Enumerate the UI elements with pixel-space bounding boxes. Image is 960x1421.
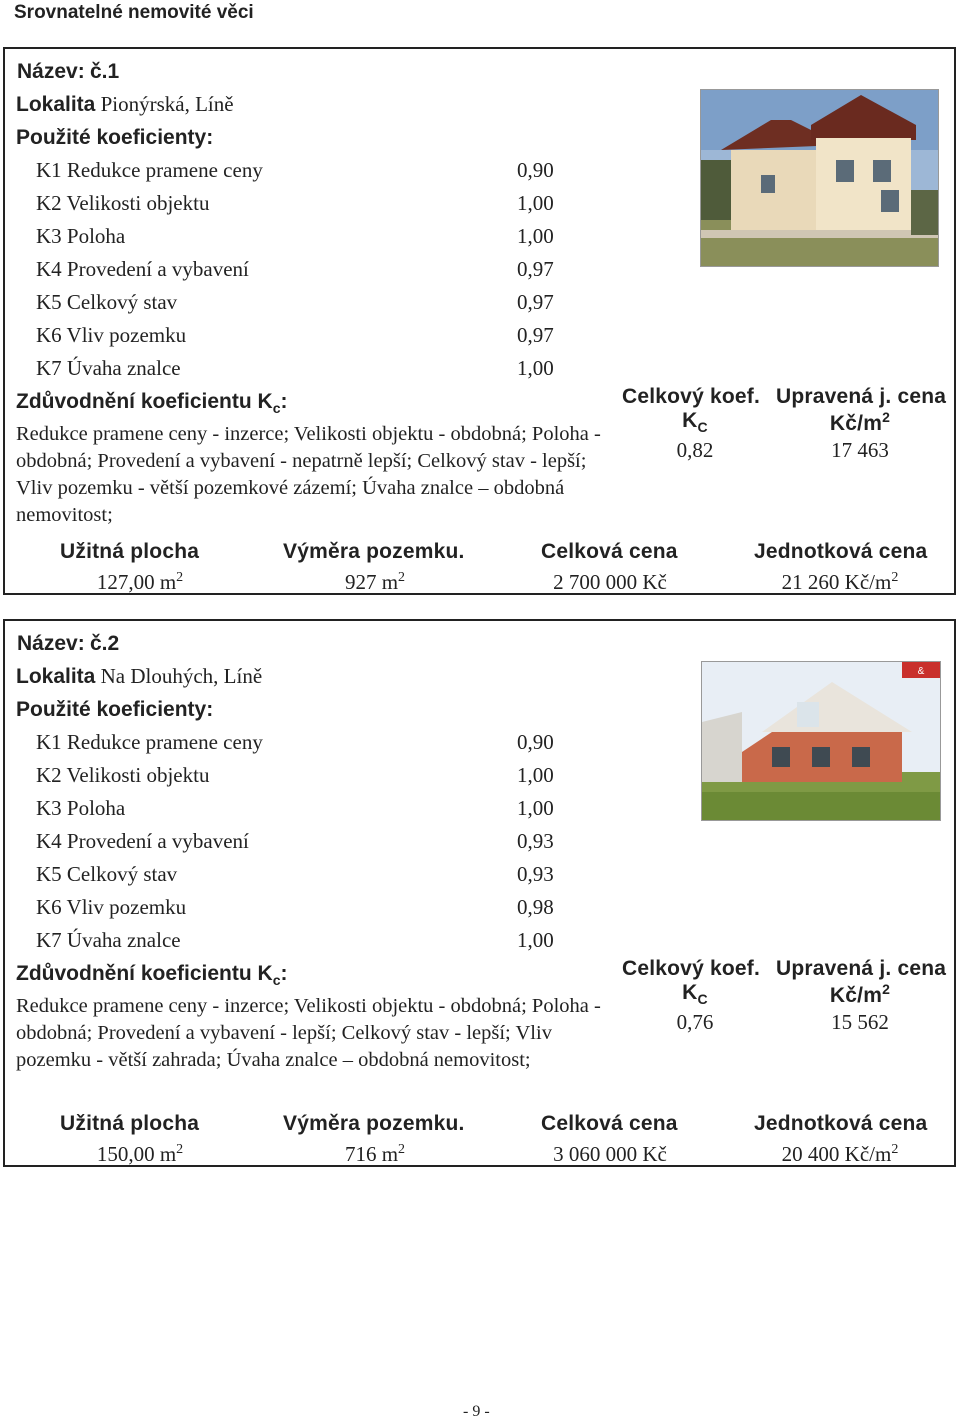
coef-value: 0,97 bbox=[517, 290, 554, 314]
locality-value: Na Dlouhých, Líně bbox=[100, 664, 263, 688]
kc-letter: K bbox=[682, 409, 698, 432]
kc-m2-header bbox=[795, 981, 925, 1008]
sup-2: 2 bbox=[882, 981, 891, 997]
coef-value: 0,97 bbox=[517, 257, 554, 281]
comparable-card-2 bbox=[3, 619, 956, 1167]
kc-sub: C bbox=[697, 991, 708, 1008]
usable-area-header: Užitná plocha bbox=[60, 1112, 200, 1135]
justification-heading-text: Zdůvodnění koeficientu K bbox=[16, 962, 273, 985]
coef-value: 0,93 bbox=[517, 829, 554, 853]
name-label: Název: bbox=[17, 60, 85, 83]
unit-price-value bbox=[740, 1142, 940, 1167]
total-coef-header: Celkový koef. bbox=[622, 385, 760, 408]
usable-area-value bbox=[65, 570, 215, 595]
page-title: Srovnatelné nemovité věci bbox=[14, 2, 254, 23]
justification-heading-sub: c bbox=[272, 400, 281, 417]
coef-value: 0,90 bbox=[517, 730, 554, 754]
coef-value: 1,00 bbox=[517, 763, 554, 787]
sup-2: 2 bbox=[176, 1142, 184, 1157]
plot-area-value bbox=[315, 570, 435, 595]
sup-2: 2 bbox=[398, 1142, 406, 1157]
justification-heading-colon: : bbox=[280, 962, 288, 985]
usable-area-header: Užitná plocha bbox=[60, 540, 200, 563]
adjusted-price-value: 15 562 bbox=[831, 1010, 889, 1034]
page-number: - 9 - bbox=[463, 1403, 490, 1420]
coef-label: K7 Úvaha znalce bbox=[36, 928, 181, 952]
comparable-card-1 bbox=[3, 47, 956, 595]
justification-text: Redukce pramene ceny - inzerce; Velikosti objektu - obdobná; Poloha - obdobná; Provedení a vybavení - lepší; Celkový stav - lepší; Vliv pozemku - větší zahrada; Úvaha znalce – obdobná nemovitost; bbox=[16, 995, 601, 1071]
total-coef-header: Celkový koef. bbox=[622, 957, 760, 980]
coef-value: 0,93 bbox=[517, 862, 554, 886]
adjusted-price-header: Upravená j. cena bbox=[776, 957, 947, 980]
justification-heading-sub: c bbox=[272, 972, 281, 989]
coef-label: K3 Poloha bbox=[36, 224, 126, 248]
locality-label: Lokalita bbox=[16, 665, 96, 688]
plot-area-text: 927 m bbox=[344, 570, 399, 594]
justification-text: Redukce pramene ceny - inzerce; Velikosti objektu - obdobná; Poloha - obdobná; Provedení a vybavení - nepatrně lepší; Celkový stav - lepší; Vliv pozemku - větší pozemkové zázemí; Úvaha znalce – obdobná nemovitost; bbox=[16, 423, 601, 526]
coef-value: 1,00 bbox=[517, 796, 554, 820]
plot-area-header: Výměra pozemku. bbox=[283, 1112, 465, 1135]
plot-area-value bbox=[315, 1142, 435, 1167]
total-coef-value: 0,82 bbox=[676, 438, 714, 462]
total-price-value: 3 060 000 Kč bbox=[553, 1142, 667, 1166]
sup-2: 2 bbox=[176, 570, 184, 585]
adjusted-price-header: Upravená j. cena bbox=[776, 385, 947, 408]
plot-area-header: Výměra pozemku. bbox=[283, 540, 465, 563]
total-price-header: Celková cena bbox=[541, 1112, 678, 1135]
coef-label: K1 Redukce pramene ceny bbox=[36, 730, 263, 754]
coef-label: K7 Úvaha znalce bbox=[36, 356, 181, 380]
sup-2: 2 bbox=[882, 409, 891, 425]
property-photo-2 bbox=[701, 661, 941, 821]
usable-area-text: 127,00 m bbox=[96, 570, 177, 594]
sup-2: 2 bbox=[891, 1142, 899, 1157]
justification-heading-text: Zdůvodnění koeficientu K bbox=[16, 390, 273, 413]
coefficients-heading: Použité koeficienty: bbox=[16, 698, 214, 721]
kc-m2-text: Kč/m bbox=[829, 412, 883, 435]
property-photo-1 bbox=[700, 89, 939, 267]
unit-price-text: 20 400 Kč/m bbox=[781, 1142, 892, 1166]
coef-label: K2 Velikosti objektu bbox=[36, 763, 210, 787]
coef-label: K3 Poloha bbox=[36, 796, 126, 820]
unit-price-value bbox=[740, 570, 940, 595]
justification-heading-colon: : bbox=[280, 390, 288, 413]
locality-label: Lokalita bbox=[16, 93, 96, 116]
total-price-header: Celková cena bbox=[541, 540, 678, 563]
coef-label: K2 Velikosti objektu bbox=[36, 191, 210, 215]
svg-text:&: & bbox=[917, 666, 925, 677]
coef-value: 1,00 bbox=[517, 928, 554, 952]
coef-label: K4 Provedení a vybavení bbox=[36, 829, 249, 853]
coef-label: K1 Redukce pramene ceny bbox=[36, 158, 263, 182]
name-row bbox=[17, 631, 119, 656]
name-label: Název: bbox=[17, 632, 85, 655]
justification-heading bbox=[16, 389, 287, 421]
coef-value: 0,97 bbox=[517, 323, 554, 347]
coef-value: 0,98 bbox=[517, 895, 554, 919]
total-coef-value: 0,76 bbox=[676, 1010, 714, 1034]
coef-value: 1,00 bbox=[517, 224, 554, 248]
kc-m2-text: Kč/m bbox=[829, 984, 883, 1007]
locality-row bbox=[16, 92, 234, 117]
total-price-value: 2 700 000 Kč bbox=[553, 570, 667, 594]
unit-price-header: Jednotková cena bbox=[754, 540, 928, 563]
adjusted-price-value: 17 463 bbox=[831, 438, 889, 462]
kc-header bbox=[645, 409, 745, 435]
sup-2: 2 bbox=[891, 570, 899, 585]
name-value: č.1 bbox=[89, 60, 120, 83]
coef-label: K5 Celkový stav bbox=[36, 290, 178, 314]
kc-sub: C bbox=[697, 419, 708, 436]
coef-value: 1,00 bbox=[517, 191, 554, 215]
coef-value: 0,90 bbox=[517, 158, 554, 182]
sup-2: 2 bbox=[398, 570, 406, 585]
name-row bbox=[17, 59, 119, 84]
coefficients-heading: Použité koeficienty: bbox=[16, 126, 214, 149]
name-value: č.2 bbox=[89, 632, 120, 655]
coef-value: 1,00 bbox=[517, 356, 554, 380]
kc-m2-header bbox=[795, 409, 925, 436]
locality-row bbox=[16, 664, 262, 689]
justification-heading bbox=[16, 961, 287, 993]
coef-label: K5 Celkový stav bbox=[36, 862, 178, 886]
usable-area-value bbox=[65, 1142, 215, 1167]
kc-letter: K bbox=[682, 981, 698, 1004]
unit-price-text: 21 260 Kč/m bbox=[781, 570, 892, 594]
unit-price-header: Jednotková cena bbox=[754, 1112, 928, 1135]
coef-label: K6 Vliv pozemku bbox=[36, 323, 187, 347]
coef-label: K6 Vliv pozemku bbox=[36, 895, 187, 919]
usable-area-text: 150,00 m bbox=[96, 1142, 177, 1166]
coef-label: K4 Provedení a vybavení bbox=[36, 257, 249, 281]
plot-area-text: 716 m bbox=[344, 1142, 399, 1166]
locality-value: Pionýrská, Líně bbox=[100, 92, 234, 116]
kc-header bbox=[645, 981, 745, 1007]
